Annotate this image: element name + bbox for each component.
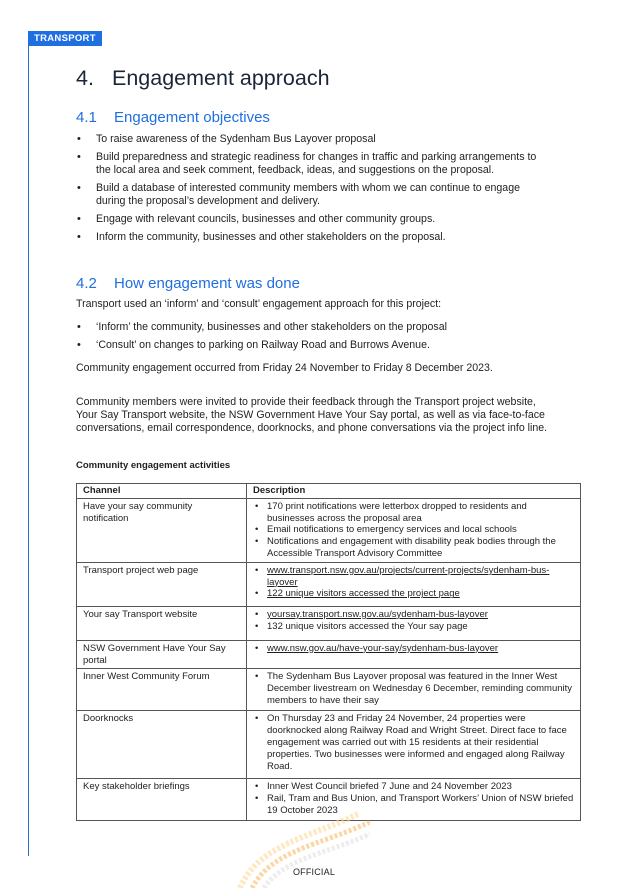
channel-cell: Key stakeholder briefings bbox=[77, 779, 247, 821]
list-item: • ‘Inform’ the community, businesses and other stakeholders on the proposal bbox=[76, 321, 546, 334]
table-row bbox=[77, 711, 581, 779]
table-row bbox=[77, 498, 581, 562]
how-title: How engagement was done bbox=[114, 275, 300, 292]
table-row bbox=[77, 669, 581, 711]
objectives-list bbox=[76, 133, 546, 249]
list-item: • Build preparedness and strategic readiness for changes in traffic and parking arrangements to the local area and seek comment, feedback, ideas, and suggestions on the proposal. bbox=[76, 151, 546, 177]
list-item: • 122 unique visitors accessed the project page bbox=[253, 588, 574, 600]
project-page-link[interactable]: • www.transport.nsw.gov.au/projects/current-projects/sydenham-bus-layover bbox=[253, 565, 574, 589]
approach-list bbox=[76, 321, 546, 357]
list-item: • Engage with relevant councils, businesses and other community groups. bbox=[76, 213, 546, 226]
list-item: • To raise awareness of the Sydenham Bus Layover proposal bbox=[76, 133, 546, 146]
feedback-paragraph: Community members were invited to provide their feedback through the Transport project website, Your Say Transport website, the NSW Government Have Your Say portal, as well as via face-to-face conversations, email correspondence, doorknocks, and phone conversations via the project info line. bbox=[76, 396, 548, 434]
how-number: 4.2 bbox=[76, 275, 97, 292]
column-header-channel: Channel bbox=[77, 484, 247, 499]
description-cell bbox=[247, 711, 581, 779]
list-item: • ‘Consult’ on changes to parking on Railway Road and Burrows Avenue. bbox=[76, 339, 546, 352]
description-cell bbox=[247, 669, 581, 711]
list-item: • 132 unique visitors accessed the Your say page bbox=[253, 621, 574, 633]
description-cell bbox=[247, 562, 581, 606]
table-row bbox=[77, 562, 581, 606]
list-item: • On Thursday 23 and Friday 24 November, 24 properties were doorknocked along Railway Road and Wright Street. Direct face to face engagement was carried out with 15 residents at their residential properties. Two businesses were informed and engaged along Railway Road. bbox=[253, 713, 574, 772]
how-heading bbox=[76, 274, 300, 294]
channel-cell: Your say Transport website bbox=[77, 606, 247, 640]
column-header-description: Description bbox=[247, 484, 581, 499]
table-title: Community engagement activities bbox=[76, 460, 231, 471]
how-intro: Transport used an ‘inform’ and ‘consult’ engagement approach for this project: bbox=[76, 298, 442, 310]
page-margin-rule bbox=[28, 46, 29, 856]
yoursay-link[interactable]: • yoursay.transport.nsw.gov.au/sydenham-bus-layover bbox=[253, 609, 574, 621]
engagement-dates: Community engagement occurred from Friday 24 November to Friday 8 December 2023. bbox=[76, 362, 493, 374]
description-cell bbox=[247, 606, 581, 640]
engagement-activities-table bbox=[76, 483, 581, 821]
classification-footer: OFFICIAL bbox=[292, 867, 336, 877]
list-item: • Inner West Council briefed 7 June and 24 November 2023 bbox=[253, 781, 574, 793]
table-header-row bbox=[77, 484, 581, 499]
list-item: • Rail, Tram and Bus Union, and Transport Workers’ Union of NSW briefed 19 October 2023 bbox=[253, 793, 574, 817]
section-heading bbox=[76, 63, 330, 93]
channel-cell: Doorknocks bbox=[77, 711, 247, 779]
list-item: • Inform the community, businesses and other stakeholders on the proposal. bbox=[76, 231, 546, 244]
channel-cell: Inner West Community Forum bbox=[77, 669, 247, 711]
nsw-haveyoursay-link[interactable]: • www.nsw.gov.au/have-your-say/sydenham-bus-layover bbox=[253, 643, 574, 655]
table-row bbox=[77, 606, 581, 640]
section-title: Engagement approach bbox=[112, 66, 330, 90]
objectives-heading bbox=[76, 108, 270, 128]
description-cell bbox=[247, 640, 581, 669]
transport-tag: TRANSPORT bbox=[28, 31, 102, 46]
table-row bbox=[77, 640, 581, 669]
channel-cell: Transport project web page bbox=[77, 562, 247, 606]
objectives-number: 4.1 bbox=[76, 109, 97, 126]
list-item: • Email notifications to emergency services and local schools bbox=[253, 524, 574, 536]
channel-cell: Have your say community notification bbox=[77, 498, 247, 562]
list-item: • Build a database of interested community members with whom we can continue to engage during the proposal’s development and delivery. bbox=[76, 182, 546, 208]
list-item: • Notifications and engagement with disability peak bodies through the Accessible Transport Advisory Committee bbox=[253, 536, 574, 560]
channel-cell: NSW Government Have Your Say portal bbox=[77, 640, 247, 669]
section-number: 4. bbox=[76, 66, 94, 90]
objectives-title: Engagement objectives bbox=[114, 109, 270, 126]
description-cell bbox=[247, 498, 581, 562]
list-item: • The Sydenham Bus Layover proposal was featured in the Inner West December livestream on Wednesday 6 December, reminding community members to have their say bbox=[253, 671, 574, 706]
list-item: • 170 print notifications were letterbox dropped to residents and businesses across the proposal area bbox=[253, 501, 574, 525]
